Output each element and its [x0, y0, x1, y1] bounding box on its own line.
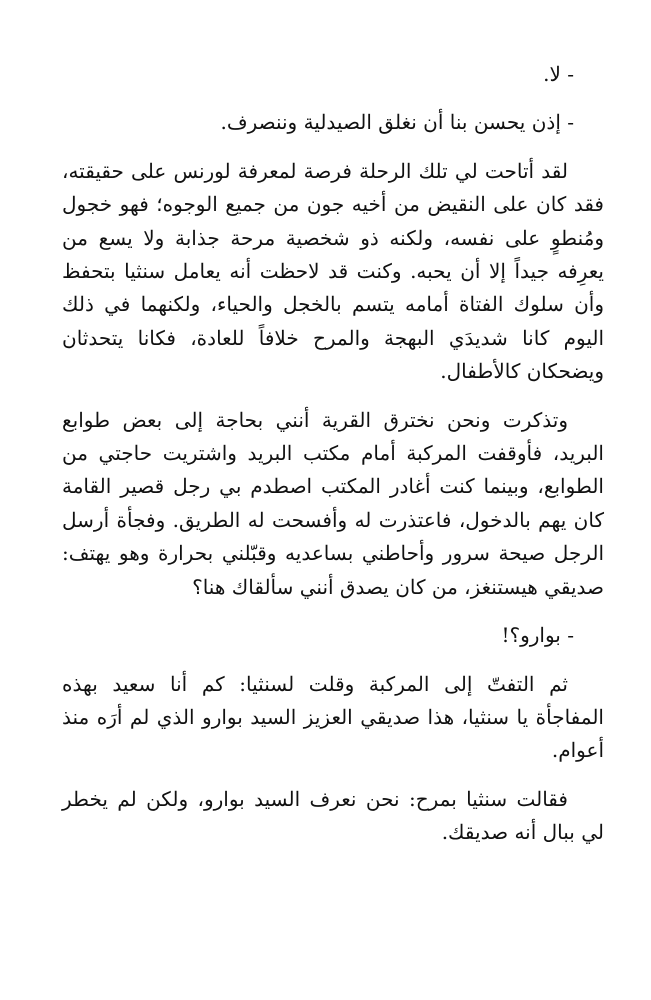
book-page-text: [62, 58, 604, 865]
paragraph-post-office: وتذكرت ونحن نخترق القرية أنني بحاجة إلى بعض طوابع البريد، فأوقفت المركبة أمام مكتب البريد واشتريت حاجتي من الطوابع، وبينما كنت أغادر المكتب اصطدم بي رجل قصير القامة كان يهم بالدخول، فاعتذرت له وأفسحت له الطريق. وفجأة أرسل الرجل صيحة سرور وأحاطني بساعديه وقبّلني بحرارة وهو يهتف: صديقي هيستنغز، من كان يصدق أنني سألقاك هنا؟: [62, 407, 604, 599]
paragraph-lawrence: لقد أتاحت لي تلك الرحلة فرصة لمعرفة لورنس على حقيقته، فقد كان على النقيض من أخيه جون من جميع الوجوه؛ فهو خجول ومُنطوٍ على نفسه، ولكنه ذو شخصية مرحة جذابة ولا يسع من يعرِفه جيداً إلا أن يحبه. وكنت قد لاحظت أنه يعامل سنثيا بتحفظ وأن سلوك الفتاة أمامه يتسم بالخجل والحياء، ولكنهما في ذلك اليوم كانا شديدَي البهجة والمرح خلافاً للعادة، فكانا يتحدثان ويضحكان كالأطفال.: [62, 158, 604, 384]
paragraph-introduce-friend: ثم التفتّ إلى المركبة وقلت لسنثيا: كم أنا سعيد بهذه المفاجأة يا سنثيا، هذا صديقي العزيز السيد بوارو الذي لم أرَه منذ أعوام.: [62, 671, 604, 763]
paragraph-cynthia-reply: فقالت سنثيا بمرح: نحن نعرف السيد بوارو، ولكن لم يخطر لي ببال أنه صديقك.: [62, 786, 604, 845]
dialog-line-no: - لا.: [543, 62, 574, 86]
dialog-line-close-pharmacy: - إذن يحسن بنا أن نغلق الصيدلية وننصرف.: [220, 110, 574, 135]
dialog-line-poirot: - بوارو؟!: [501, 623, 574, 648]
